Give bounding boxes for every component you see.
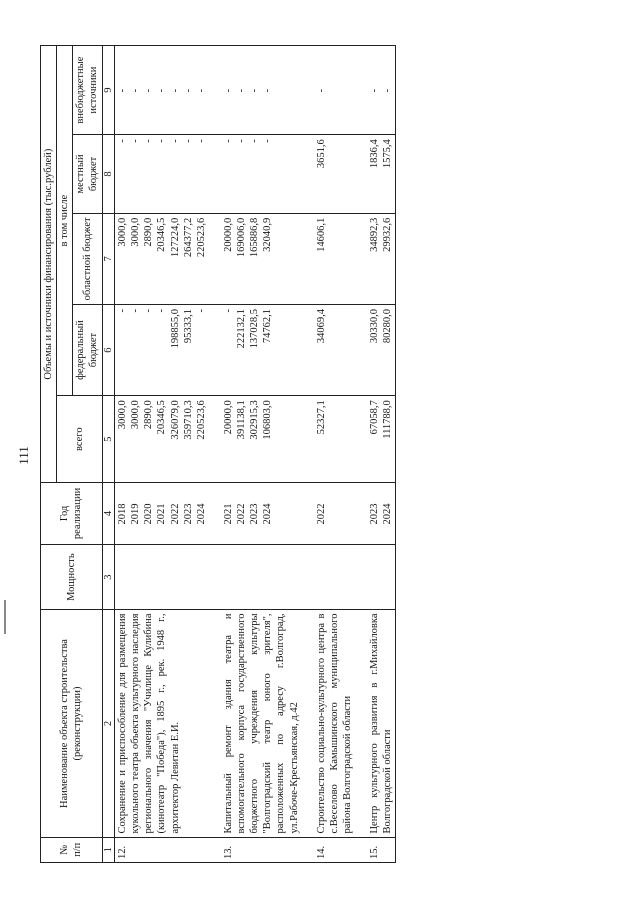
total-value: 2890,0	[143, 400, 155, 430]
total-value: 20000,0	[222, 400, 234, 435]
federal-value: 80280,0	[382, 308, 394, 344]
years-value: 2022	[169, 503, 181, 525]
spacer-cell	[302, 837, 314, 862]
years-value: 2021	[222, 503, 234, 525]
column-number: 2	[102, 610, 115, 837]
regional-value: 34892,3	[369, 217, 381, 252]
extra-value: -	[169, 88, 181, 93]
years-value: 2024	[382, 503, 394, 525]
cell-years	[367, 483, 396, 545]
local-value: -	[143, 139, 155, 143]
column-number: 5	[102, 396, 115, 483]
cell-extra	[115, 46, 209, 135]
cell-capacity	[221, 544, 302, 610]
spacer-cell	[209, 135, 221, 214]
cell-local	[367, 135, 396, 214]
federal-value: -	[143, 308, 155, 313]
regional-value: 3000,0	[117, 217, 129, 247]
cell-regional	[314, 213, 355, 304]
spacer-cell	[209, 483, 221, 545]
federal-value: -	[130, 308, 142, 313]
header-no: № п/п	[41, 837, 103, 862]
spacer-cell	[302, 135, 314, 214]
regional-value: 220523,6	[195, 217, 207, 258]
years-value: 2019	[130, 503, 142, 525]
row-spacer	[302, 46, 314, 863]
extra-value: -	[382, 88, 394, 93]
cell-regional	[115, 213, 209, 304]
cell-local	[115, 135, 209, 214]
total-value: 326079,0	[169, 400, 181, 440]
spacer-cell	[302, 610, 314, 837]
table-body	[115, 46, 396, 863]
extra-value: -	[195, 88, 207, 93]
extra-value: -	[236, 88, 248, 93]
spacer-cell	[302, 46, 314, 135]
cell-local	[221, 135, 302, 214]
federal-value: -	[222, 308, 234, 313]
federal-value: 34069,4	[315, 308, 327, 344]
total-value: 3000,0	[117, 400, 129, 430]
spacer-cell	[209, 610, 221, 837]
header-capacity: Мощность	[41, 544, 103, 610]
extra-value: -	[249, 88, 261, 93]
cell-total	[314, 396, 355, 483]
local-value: -	[182, 139, 194, 143]
spacer-cell	[302, 213, 314, 304]
cell-years	[221, 483, 302, 545]
local-value: -	[222, 139, 234, 143]
local-value: 1575,4	[382, 139, 394, 169]
table-row	[221, 46, 302, 863]
table-row	[367, 46, 396, 863]
years-value: 2022	[315, 503, 327, 525]
federal-value: 222132,1	[236, 308, 248, 349]
local-value: -	[249, 139, 261, 143]
header-total: всего	[57, 396, 102, 483]
regional-value: 20346,5	[156, 217, 168, 252]
cell-capacity	[115, 544, 209, 610]
regional-value: 2890,0	[143, 217, 155, 247]
years-value: 2018	[117, 503, 129, 525]
spacer-cell	[355, 544, 367, 610]
total-value: 220523,6	[195, 400, 207, 440]
local-value: -	[130, 139, 142, 143]
column-number: 8	[102, 135, 115, 214]
header-name: Наименование объекта строительства (реконструкции)	[41, 610, 103, 837]
cell-no: 15.	[367, 837, 396, 862]
cell-total	[221, 396, 302, 483]
spacer-cell	[355, 135, 367, 214]
spacer-cell	[355, 483, 367, 545]
regional-value: 14606,1	[315, 217, 327, 252]
cell-years	[314, 483, 355, 545]
spacer-cell	[209, 213, 221, 304]
column-number: 1	[102, 837, 115, 862]
regional-value: 169006,0	[236, 217, 248, 258]
local-value: 1836,4	[369, 139, 381, 169]
header-year: Год реализации	[41, 483, 103, 545]
federal-value: -	[117, 308, 129, 313]
extra-value: -	[222, 88, 234, 93]
total-value: 111788,0	[382, 400, 394, 439]
scan-edge-mark	[4, 600, 6, 634]
extra-value: -	[262, 88, 274, 93]
spacer-cell	[302, 304, 314, 395]
column-number: 7	[102, 213, 115, 304]
regional-value: 3000,0	[130, 217, 142, 247]
total-value: 391138,1	[236, 400, 248, 440]
local-value: 3651,6	[315, 139, 327, 169]
column-number: 6	[102, 304, 115, 395]
column-number: 9	[102, 46, 115, 135]
federal-value: 95333,1	[182, 308, 194, 344]
years-value: 2023	[182, 503, 194, 525]
cell-object-name: Строительство социально-культурного центра в с.Веселово Камышинского муниципального района Волгоградской области	[314, 610, 355, 837]
financing-table	[40, 45, 396, 863]
cell-capacity	[314, 544, 355, 610]
column-number: 4	[102, 483, 115, 545]
spacer-cell	[302, 483, 314, 545]
cell-extra	[367, 46, 396, 135]
cell-no: 12.	[115, 837, 209, 862]
spacer-cell	[209, 396, 221, 483]
years-value: 2020	[143, 503, 155, 525]
cell-no: 14.	[314, 837, 355, 862]
total-value: 3000,0	[130, 400, 142, 430]
cell-federal	[221, 304, 302, 395]
cell-capacity	[367, 544, 396, 610]
local-value: -	[156, 139, 168, 143]
federal-value: 198855,0	[169, 308, 181, 349]
header-federal: федеральный бюджет	[73, 304, 102, 395]
cell-federal	[367, 304, 396, 395]
years-value: 2023	[369, 503, 381, 525]
extra-value: -	[182, 88, 194, 93]
cell-federal	[314, 304, 355, 395]
regional-value: 165886,8	[249, 217, 261, 258]
table-row	[314, 46, 355, 863]
extra-value: -	[130, 88, 142, 93]
years-value: 2024	[195, 503, 207, 525]
federal-value: 74762,1	[262, 308, 274, 344]
years-value: 2021	[156, 503, 168, 525]
header-financing: Объемы и источники финансирования (тыс.рублей)	[41, 46, 57, 483]
header-regional: областной бюджет	[73, 213, 102, 304]
cell-object-name: Сохранение и приспособление для размещения кукольного театра объекта культурного наследия регионального значения "Училище Кулибина (кинотеатр "Победа"), 1895 г., рек. 1948 г., архитектор Левитан Е.И.	[115, 610, 209, 837]
years-value: 2023	[249, 503, 261, 525]
row-spacer	[209, 46, 221, 863]
table-row	[115, 46, 209, 863]
spacer-cell	[355, 46, 367, 135]
column-number-row	[102, 46, 115, 863]
total-value: 67058,7	[369, 400, 381, 435]
years-value: 2022	[236, 503, 248, 525]
header-local: местный бюджет	[73, 135, 102, 214]
regional-value: 264377,2	[182, 217, 194, 258]
row-spacer	[355, 46, 367, 863]
local-value: -	[262, 139, 274, 143]
page-number: 111	[16, 446, 31, 465]
total-value: 106803,0	[262, 400, 274, 440]
cell-local	[314, 135, 355, 214]
cell-object-name: Капитальный ремонт здания театра и вспомогательного корпуса государственного бюджетного учреждения культуры "Волгоградский театр юного зрителя", расположенных по адресу г.Волгоград, ул.Рабоче-Крестьянская, д.42	[221, 610, 302, 837]
spacer-cell	[209, 837, 221, 862]
extra-value: -	[117, 88, 129, 93]
extra-value: -	[156, 88, 168, 93]
extra-value: -	[315, 88, 327, 93]
cell-extra	[314, 46, 355, 135]
federal-value: -	[195, 308, 207, 313]
cell-regional	[367, 213, 396, 304]
local-value: -	[169, 139, 181, 143]
local-value: -	[117, 139, 129, 143]
cell-federal	[115, 304, 209, 395]
total-value: 20346,5	[156, 400, 168, 435]
spacer-cell	[302, 396, 314, 483]
extra-value: -	[369, 88, 381, 93]
total-value: 52327,1	[315, 400, 327, 435]
federal-value: 30330,0	[369, 308, 381, 344]
extra-value: -	[143, 88, 155, 93]
federal-value: -	[156, 308, 168, 313]
spacer-cell	[209, 544, 221, 610]
cell-total	[367, 396, 396, 483]
spacer-cell	[209, 46, 221, 135]
cell-no: 13.	[221, 837, 302, 862]
header-including: в том числе	[57, 46, 73, 396]
regional-value: 127224,0	[169, 217, 181, 258]
local-value: -	[195, 139, 207, 143]
regional-value: 20000,0	[222, 217, 234, 252]
header-extra: внебюджетные источники	[73, 46, 102, 135]
spacer-cell	[355, 396, 367, 483]
spacer-cell	[355, 610, 367, 837]
column-number: 3	[102, 544, 115, 610]
spacer-cell	[302, 544, 314, 610]
spacer-cell	[355, 304, 367, 395]
cell-total	[115, 396, 209, 483]
total-value: 359710,3	[182, 400, 194, 440]
federal-value: 137028,5	[249, 308, 261, 349]
local-value: -	[236, 139, 248, 143]
cell-regional	[221, 213, 302, 304]
spacer-cell	[209, 304, 221, 395]
years-value: 2024	[262, 503, 274, 525]
cell-object-name: Центр культурного развития в г.Михайловка Волгоградской области	[367, 610, 396, 837]
cell-extra	[221, 46, 302, 135]
spacer-cell	[355, 213, 367, 304]
cell-years	[115, 483, 209, 545]
total-value: 302915,3	[249, 400, 261, 440]
spacer-cell	[355, 837, 367, 862]
regional-value: 29932,6	[382, 217, 394, 252]
regional-value: 32040,9	[262, 217, 274, 252]
